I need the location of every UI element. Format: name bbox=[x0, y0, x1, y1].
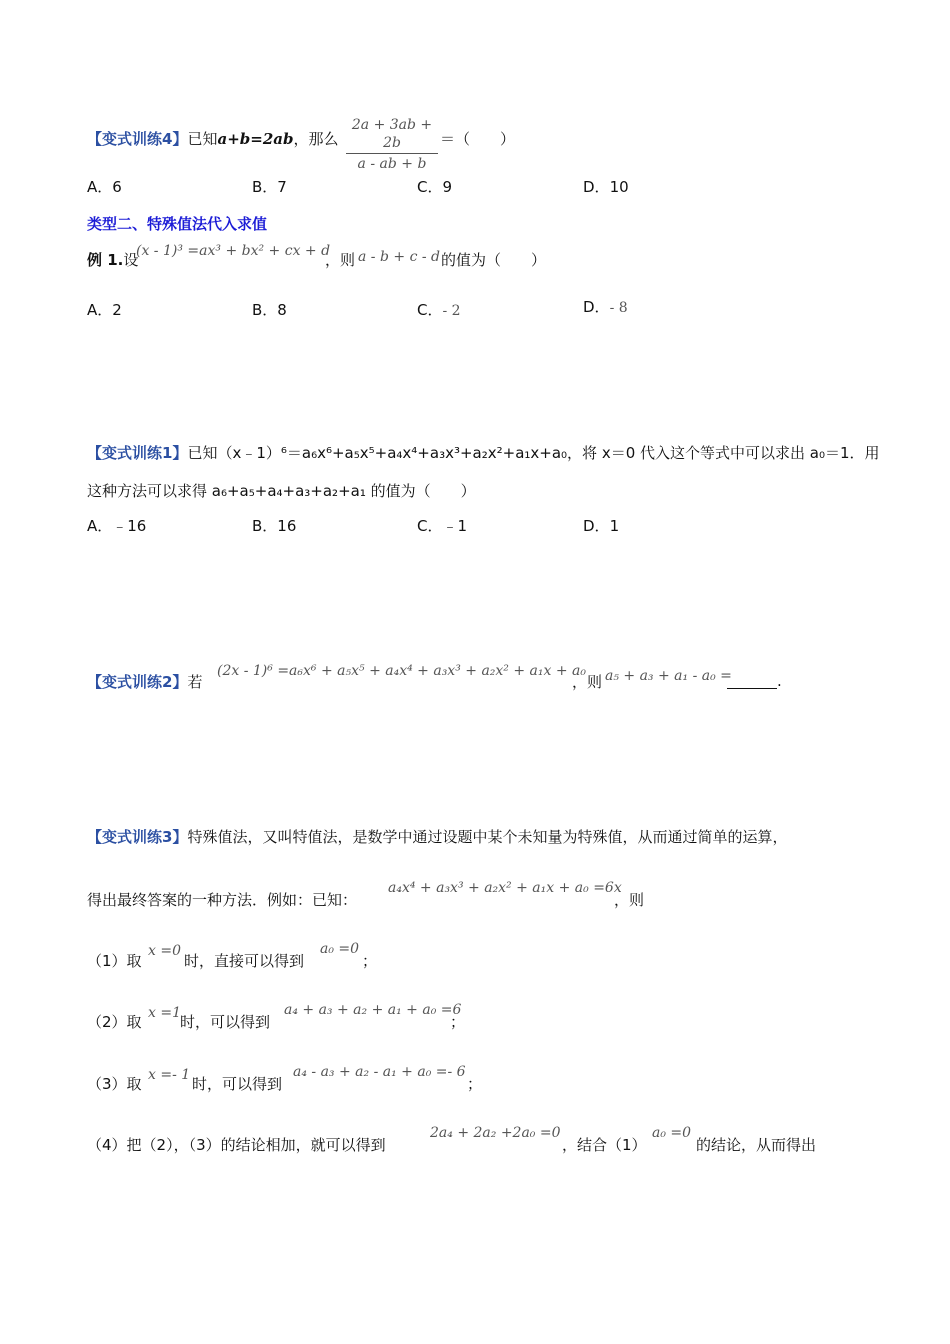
v3-step3-cond: x =- 1 bbox=[148, 1067, 191, 1083]
v1-option-c: C．﹣1 bbox=[417, 517, 468, 535]
v3-step1-cond: x =0 bbox=[148, 943, 181, 959]
v3-line2-tail: ，则 bbox=[614, 891, 645, 909]
v3-step1-mid: 时，直接可以得到 bbox=[184, 952, 305, 970]
v3-step1-tail: ； bbox=[362, 952, 378, 970]
example1-mid: ，则 bbox=[325, 251, 356, 269]
v3-step3-res: a₄ - a₃ + a₂ - a₁ + a₀ =- 6 bbox=[293, 1064, 466, 1080]
v1-option-b: B．16 bbox=[252, 517, 297, 535]
v4-option-a: A．6 bbox=[87, 178, 122, 196]
v3-step4-mid: ，结合（1） bbox=[562, 1136, 647, 1154]
v4-pre: 已知 bbox=[187, 130, 218, 148]
v1-option-a: A．﹣16 bbox=[87, 517, 147, 535]
example1-pre: 设 bbox=[123, 251, 139, 269]
v3-step2-pre: （2）取 bbox=[87, 1013, 142, 1031]
v3-step4-tail: 的结论，从而得出 bbox=[696, 1136, 817, 1154]
v3-step2-cond: x =1 bbox=[148, 1005, 181, 1021]
answer-blank[interactable] bbox=[727, 688, 777, 689]
example1-expression: (x - 1)³ =ax³ + bx² + cx + d bbox=[136, 243, 331, 259]
v4-tail: ＝（ ） bbox=[440, 130, 516, 148]
v4-cond: a+b=2ab bbox=[217, 130, 294, 148]
v1-text1: 已知（x﹣1）⁶＝a₆x⁶+a₅x⁵+a₄x⁴+a₃x³+a₂x²+a₁x+a₀，将 x＝0 代入这个等式中可以求出 a₀＝1．用 bbox=[187, 444, 880, 462]
v4-fraction-numerator: 2a + 3ab + 2b bbox=[351, 117, 433, 151]
example1-question bbox=[87, 253, 138, 268]
v3-step4-expression: 2a₄ + 2a₂ +2a₀ =0 bbox=[430, 1125, 561, 1141]
v1-line1 bbox=[87, 446, 880, 461]
v4-option-b: B．7 bbox=[252, 178, 287, 196]
example1-tail: 的值为（ ） bbox=[441, 251, 547, 269]
v3-step1-pre: （1）取 bbox=[87, 952, 142, 970]
v3-step2-mid: 时，可以得到 bbox=[180, 1013, 271, 1031]
example1-option-a: A．2 bbox=[87, 301, 122, 319]
v4-mid: ，那么 bbox=[293, 130, 339, 148]
v3-step1-res: a₀ =0 bbox=[320, 941, 360, 957]
v4-fraction-denominator: a - ab + b bbox=[357, 156, 427, 172]
v4-question bbox=[87, 132, 338, 147]
v4-option-c: C．9 bbox=[417, 178, 453, 196]
v2-target: a₅ + a₃ + a₁ - a₀ = bbox=[605, 668, 732, 684]
v3-line2-expression: a₄x⁴ + a₃x³ + a₂x² + a₁x + a₀ =6x bbox=[388, 880, 622, 896]
v3-line1 bbox=[87, 830, 787, 845]
v3-label: 【变式训练3】 bbox=[87, 828, 188, 846]
v3-line2-pre: 得出最终答案的一种方法．例如：已知： bbox=[87, 891, 358, 909]
v2-question bbox=[87, 675, 202, 690]
v2-pre: 若 bbox=[187, 673, 203, 691]
v2-label: 【变式训练2】 bbox=[87, 673, 188, 691]
v2-expression: (2x - 1)⁶ =a₆x⁶ + a₅x⁵ + a₄x⁴ + a₃x³ + a₂x² + a₁x + a₀ bbox=[217, 663, 586, 679]
v3-step3-tail: ； bbox=[467, 1075, 483, 1093]
v2-mid: ，则 bbox=[572, 673, 603, 691]
v3-text1: 特殊值法，又叫特值法，是数学中通过设题中某个未知量为特殊值，从而通过简单的运算， bbox=[187, 828, 788, 846]
v1-line2: 这种方法可以求得 a₆+a₅+a₄+a₃+a₂+a₁ 的值为（ ） bbox=[87, 482, 476, 500]
example1-option-b: B．8 bbox=[252, 301, 287, 319]
v4-option-d: D．10 bbox=[583, 178, 629, 196]
v4-fraction-bar bbox=[346, 153, 438, 154]
v1-option-d: D．1 bbox=[583, 517, 620, 535]
v3-step4-pre: （4）把（2），（3）的结论相加，就可以得到 bbox=[87, 1136, 386, 1154]
v3-step3-pre: （3）取 bbox=[87, 1075, 142, 1093]
v2-blank-line[interactable]: . bbox=[727, 674, 782, 689]
example1-label: 例 1. bbox=[87, 251, 124, 269]
v3-step3-mid: 时，可以得到 bbox=[192, 1075, 283, 1093]
v3-step2-tail: ； bbox=[450, 1013, 466, 1031]
v4-label: 【变式训练4】 bbox=[87, 130, 188, 148]
v3-step4-ref: a₀ =0 bbox=[652, 1125, 692, 1141]
section-title: 类型二、特殊值法代入求值 bbox=[87, 215, 268, 233]
v4-fraction bbox=[346, 116, 438, 173]
v1-label: 【变式训练1】 bbox=[87, 444, 188, 462]
v3-step2-res: a₄ + a₃ + a₂ + a₁ + a₀ =6 bbox=[284, 1002, 462, 1018]
example1-option-d: D．- 8 bbox=[583, 298, 628, 316]
example1-target: a - b + c - d bbox=[358, 249, 441, 265]
example1-option-c: C．- 2 bbox=[417, 301, 461, 319]
